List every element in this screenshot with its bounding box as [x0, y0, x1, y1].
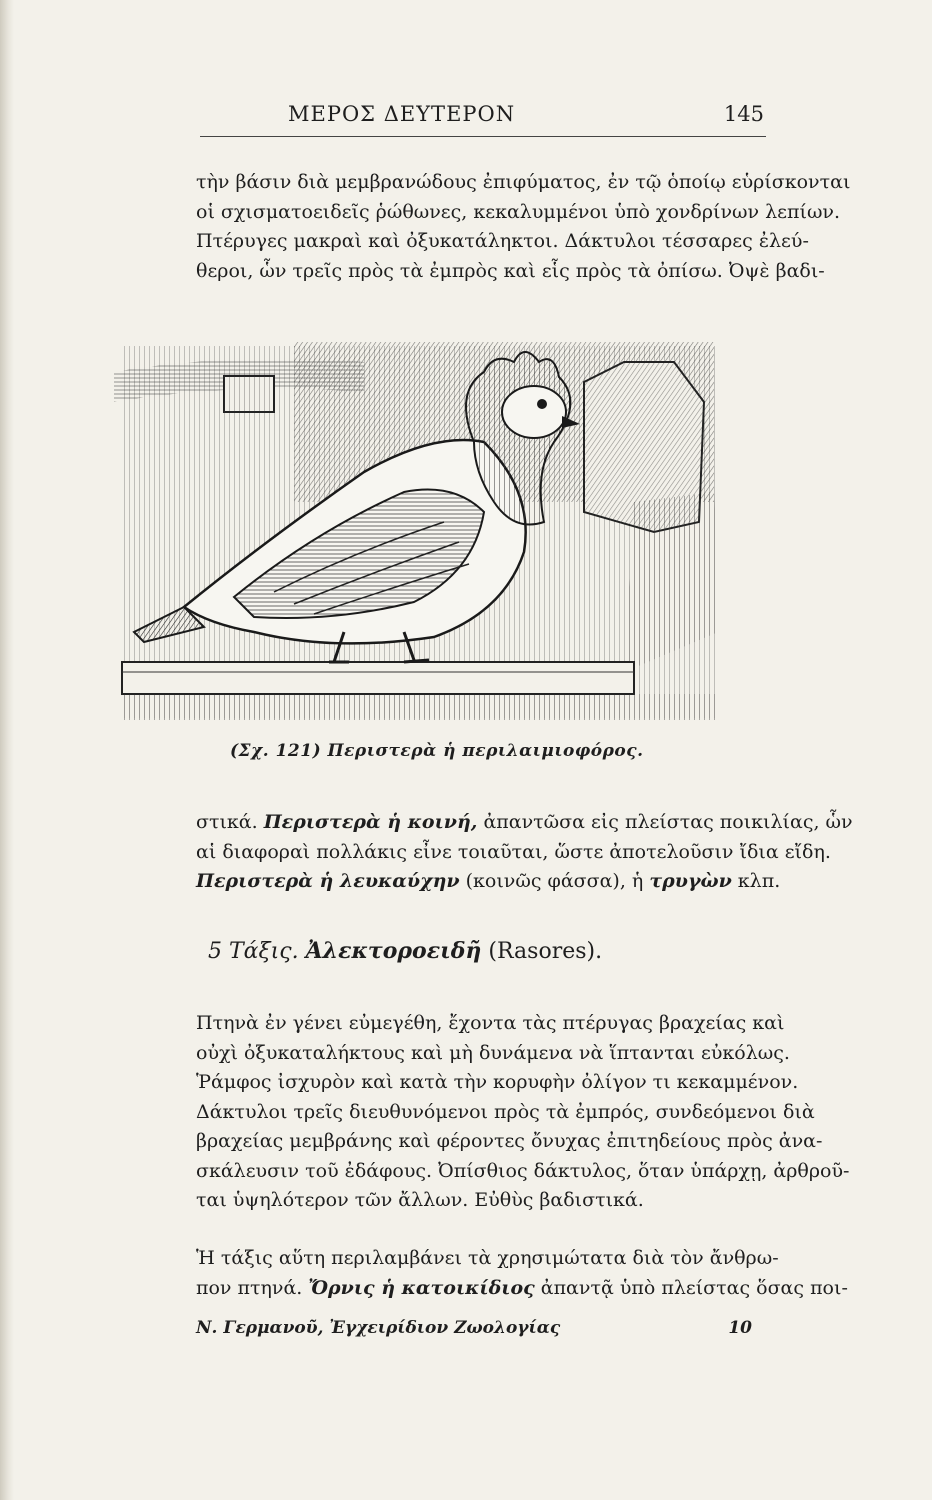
text-line	[196, 808, 853, 838]
text-line: Δάκτυλοι τρεῖς διευθυνόμενοι πρὸς τὰ ἐμπρός, συνδεόμενοι διὰ	[196, 1100, 815, 1123]
text-run: στικά.	[196, 811, 264, 833]
section-number: 5 Τάξις.	[208, 939, 299, 964]
page-footer	[196, 1318, 770, 1346]
text-line: σκάλευσιν τοῦ ἐδάφους. Ὀπίσθιος δάκτυλος, ὅταν ὑπάρχῃ, ἀρθροῦ-	[196, 1159, 850, 1182]
text-run: πον πτηνά.	[196, 1276, 309, 1299]
text-line: οὐχὶ ὀξυκαταλήκτους καὶ μὴ δυνάμενα νὰ ἵπτανται εὐκόλως.	[196, 1041, 790, 1064]
species-name: τρυγὼν	[649, 870, 732, 892]
text-line	[196, 1274, 848, 1304]
text-run: ἀπαντᾷ ὑπὸ πλείστας ὅσας ποι-	[534, 1276, 848, 1299]
pigeon-illustration	[114, 332, 724, 724]
section-latin-name: (Rasores).	[488, 939, 603, 964]
section-name: Ἀλεκτοροειδῆ	[305, 938, 482, 964]
species-name: Περιστερὰ ἡ κοινή,	[263, 811, 478, 833]
text-line: ται ὑψηλότερον τῶν ἄλλων. Εὐθὺς βαδιστικά.	[196, 1189, 644, 1211]
text-line: θεροι, ὧν τρεῖς πρὸς τὰ ἐμπρὸς καὶ εἷς πρὸς τὰ ὀπίσω. Ὀψὲ βαδι-	[196, 259, 825, 282]
figure-caption: (Σχ. 121) Περιστερὰ ἡ περιλαιμιοφόρος.	[230, 741, 644, 761]
running-title: ΜΕΡΟΣ ΔΕΥΤΕΡΟΝ	[288, 102, 516, 126]
text-line: Ῥάμφος ἰσχυρὸν καὶ κατὰ τὴν κορυφὴν ὀλίγον τι κεκαμμένον.	[196, 1071, 799, 1093]
paragraph-4	[196, 1244, 848, 1303]
text-line: βραχείας μεμβράνης καὶ φέροντες ὄνυχας ἐπιτηδείους πρὸς ἀνα-	[196, 1130, 823, 1152]
footer-author: Ν. Γερμανοῦ, Ἐγχειρίδιον Ζωολογίας	[196, 1318, 561, 1338]
text-line: Πτέρυγες μακραὶ καὶ ὀξυκατάληκτοι. Δάκτυλοι τέσσαρες ἐλεύ-	[196, 230, 809, 252]
text-line: οἱ σχισματοειδεῖς ῥώθωνες, κεκαλυμμένοι ὑπὸ χονδρίνων λεπίων.	[196, 200, 841, 223]
text-line: Πτηνὰ ἐν γένει εὐμεγέθη, ἔχοντα τὰς πτέρυγας βραχείας καὶ	[196, 1012, 785, 1034]
text-line: τὴν βάσιν διὰ μεμβρανώδους ἐπιφύματος, ἐν τῷ ὁποίῳ εὑρίσκονται	[196, 171, 851, 193]
page-binding-edge	[0, 0, 14, 1500]
text-line	[196, 867, 781, 897]
pigeon-engraving	[114, 332, 724, 724]
text-line: αἱ διαφοραὶ πολλάκις εἶνε τοιαῦται, ὥστε ἀποτελοῦσιν ἴδια εἴδη.	[196, 840, 831, 863]
paragraph-2	[196, 808, 853, 897]
page-header	[200, 100, 766, 137]
paragraph-3	[196, 1009, 850, 1216]
text-line: Ἡ τάξις αὕτη περιλαμβάνει τὰ χρησιμώτατα διὰ τὸν ἄνθρω-	[196, 1247, 779, 1269]
paragraph-1	[196, 168, 851, 286]
species-name: Περιστερὰ ἡ λευκαύχην	[196, 870, 460, 892]
text-run: (κοινῶς φάσσα), ἡ	[459, 870, 650, 892]
signature-mark: 10	[728, 1318, 752, 1338]
species-name: Ὄρνις ἡ κατοικίδιος	[308, 1276, 535, 1299]
text-run: κλπ.	[731, 870, 781, 892]
page-number: 145	[723, 102, 764, 126]
section-heading	[208, 938, 768, 964]
text-run: ἀπαντῶσα εἰς πλείστας ποικιλίας, ὧν	[477, 811, 853, 833]
